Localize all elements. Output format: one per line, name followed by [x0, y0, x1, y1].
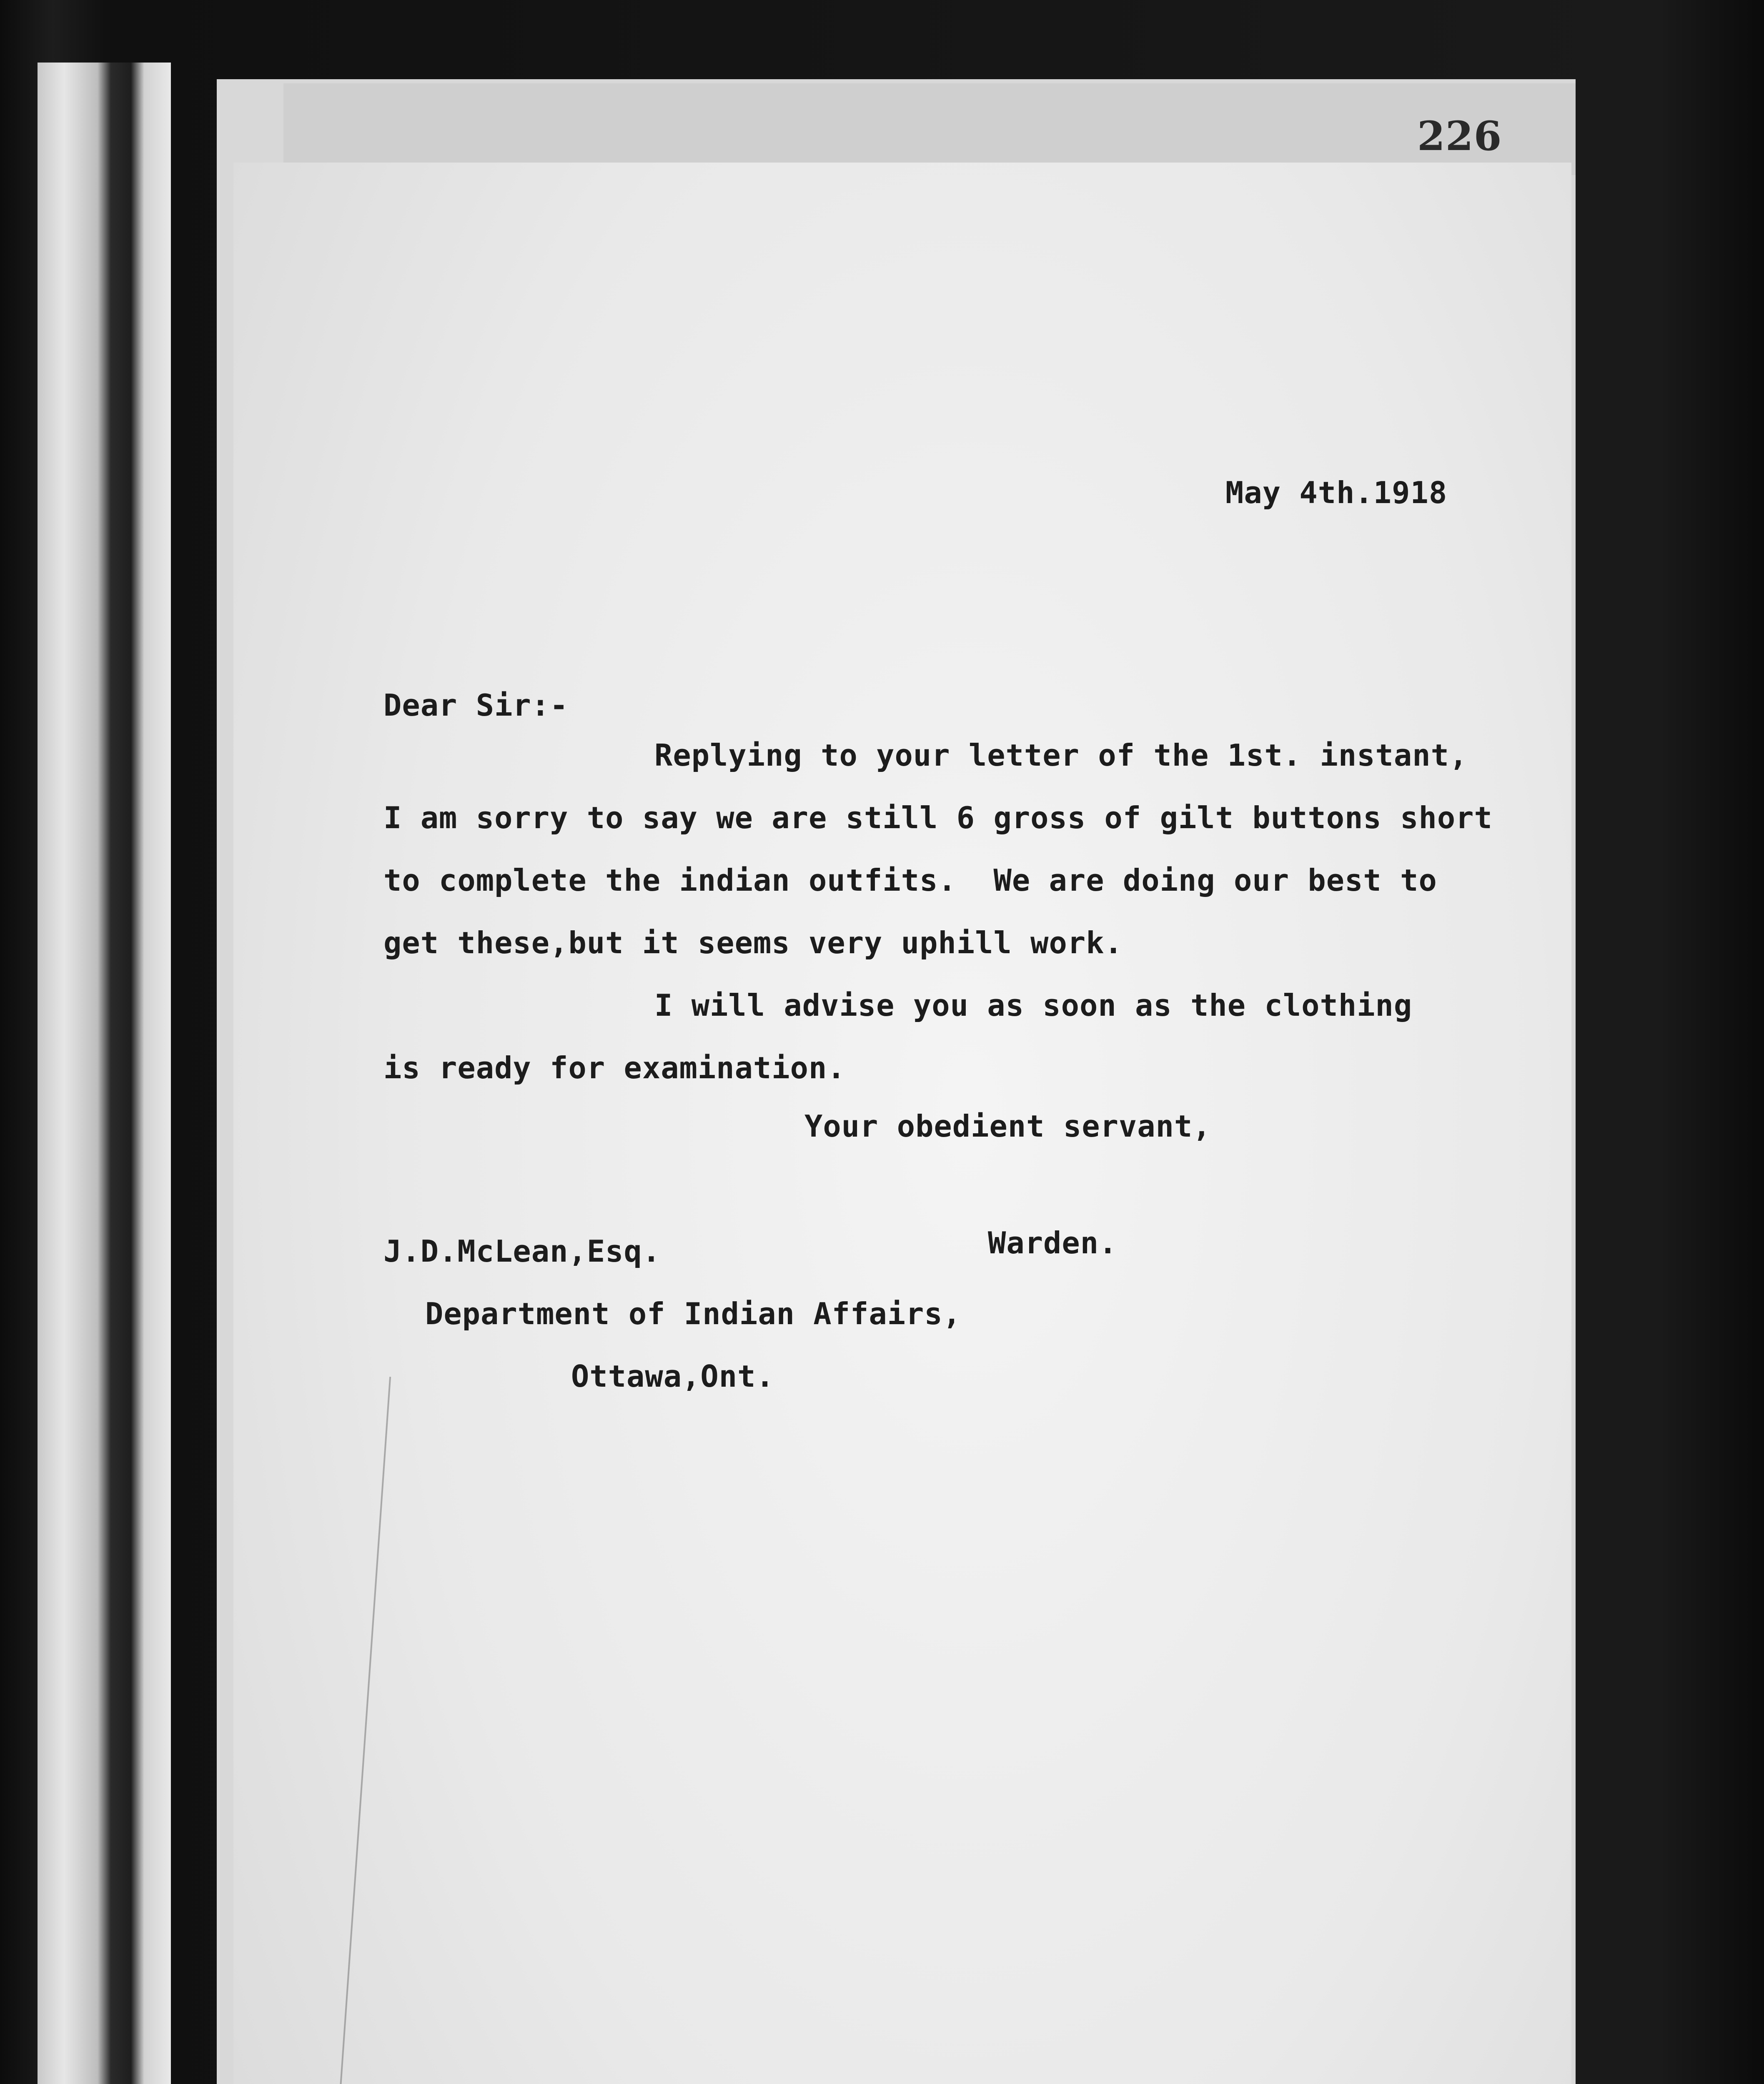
body-line: Replying to your letter of the 1st. instant, [654, 738, 1468, 773]
binding-edge [38, 63, 171, 2084]
closing: Your obedient servant, [804, 1109, 1211, 1144]
addressee-name: J.D.McLean,Esq. [383, 1234, 661, 1269]
body-line: to complete the indian outfits. We are doing our best to [383, 863, 1437, 898]
body-line: get these,but it seems very uphill work. [383, 925, 1123, 960]
addressee-city: Ottawa,Ont. [571, 1359, 774, 1394]
letter-date: May 4th.1918 [1225, 475, 1448, 510]
page-number: 226 [1417, 113, 1502, 160]
body-line: I am sorry to say we are still 6 gross of gilt buttons short [383, 800, 1493, 835]
addressee-department: Department of Indian Affairs, [425, 1296, 962, 1331]
top-band [283, 83, 1576, 175]
signature-title: Warden. [988, 1225, 1118, 1260]
body-line: is ready for examination. [383, 1050, 846, 1085]
body-line: I will advise you as soon as the clothing [654, 988, 1413, 1023]
salutation: Dear Sir:- [383, 688, 569, 723]
